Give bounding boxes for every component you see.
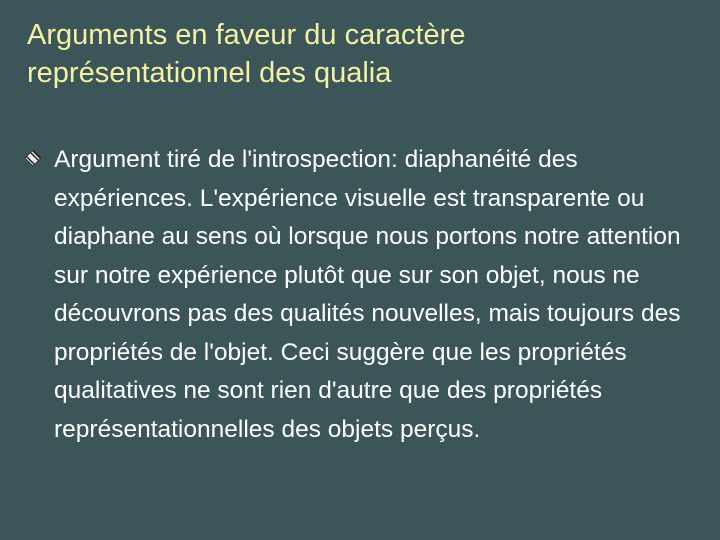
diamond-bullet-icon xyxy=(24,149,42,167)
slide-title: Arguments en faveur du caractère représentationnel des qualia xyxy=(27,19,466,89)
bullet-text xyxy=(54,141,704,449)
bullet-lead: Argument tiré de l'introspection: diaphanéité des expériences. xyxy=(54,146,578,212)
bullet-body: L'expérience visuelle est transparente ou diaphane au sens où lorsque nous portons notre attention sur notre expérience plutôt que sur son objet, nous ne découvrons pas des qualités nouvelles, mais toujours des propriétés de l'objet. Ceci suggère que les propriétés qualitatives ne sont rien d'autre que des propriétés représentationnelles des objets perçus. xyxy=(54,184,681,443)
